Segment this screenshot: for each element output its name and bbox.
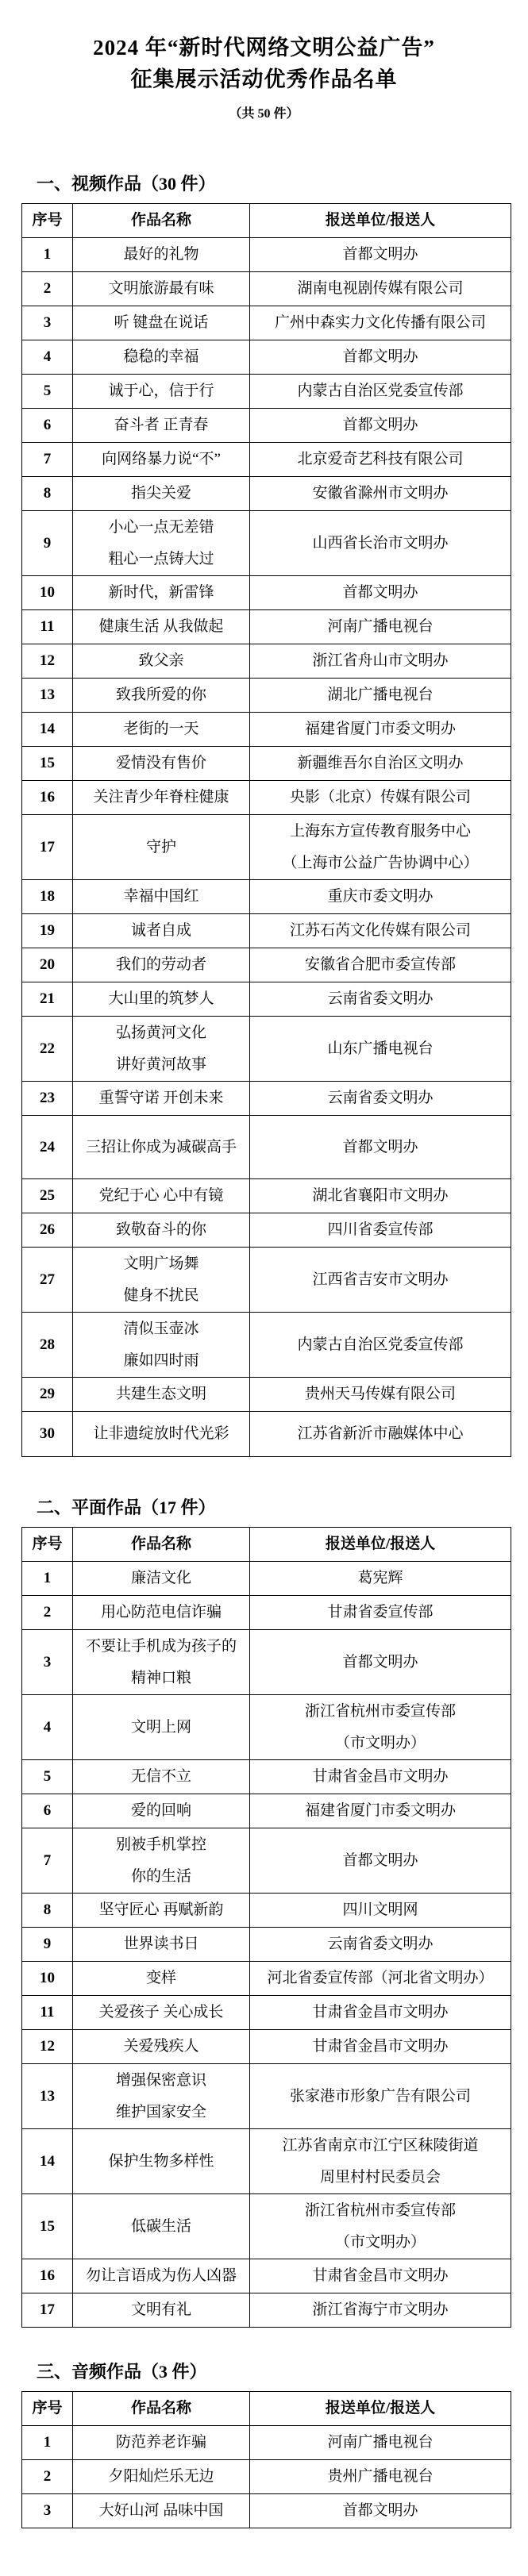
table-row: [22, 2129, 511, 2194]
cell-no: 30: [22, 1412, 73, 1457]
cell-no: 1: [22, 2426, 73, 2460]
cell-title: 奋斗者 正青春: [73, 409, 250, 443]
cell-no: 12: [22, 644, 73, 679]
cell-unit: 云南省委文明办: [250, 1928, 511, 1962]
cell-unit: 山西省长治市文明办: [250, 511, 511, 576]
cell-title: 清似玉壶冰 廉如四时雨: [73, 1313, 250, 1378]
cell-unit: 首都文明办: [250, 2494, 511, 2528]
videos-table: [21, 203, 511, 1457]
cell-unit: 首都文明办: [250, 576, 511, 610]
cell-no: 16: [22, 2259, 73, 2293]
table-row: [22, 1928, 511, 1962]
cell-no: 2: [22, 2460, 73, 2494]
cell-no: 27: [22, 1248, 73, 1313]
cell-title: 新时代，新雷锋: [73, 576, 250, 610]
cell-title: 关注青少年脊柱健康: [73, 781, 250, 815]
cell-title: 别被手机掌控 你的生活: [73, 1828, 250, 1894]
cell-no: 5: [22, 375, 73, 409]
cell-title: 听 键盘在说话: [73, 306, 250, 340]
cell-title: 大好山河 品味中国: [73, 2494, 250, 2528]
table-row: [22, 1962, 511, 1996]
cell-title: 致父亲: [73, 644, 250, 679]
cell-title: 无信不立: [73, 1760, 250, 1794]
cell-unit: 安徽省合肥市委宣传部: [250, 948, 511, 982]
cell-no: 23: [22, 1082, 73, 1116]
cell-no: 29: [22, 1378, 73, 1412]
cell-title: 最好的礼物: [73, 238, 250, 272]
cell-no: 8: [22, 477, 73, 511]
cell-unit: 贵州广播电视台: [250, 2460, 511, 2494]
cell-unit: 甘肃省金昌市文明办: [250, 2259, 511, 2293]
cell-no: 28: [22, 1313, 73, 1378]
table-row: [22, 2259, 511, 2293]
cell-unit: 四川省委宣传部: [250, 1213, 511, 1248]
cell-no: 15: [22, 747, 73, 781]
document-title-line2: 征集展示活动优秀作品名单: [130, 67, 398, 91]
column-header-no: 序号: [22, 2392, 73, 2426]
column-header-title: 作品名称: [73, 1528, 250, 1562]
cell-no: 25: [22, 1179, 73, 1213]
cell-unit: 首都文明办: [250, 1116, 511, 1179]
cell-no: 16: [22, 781, 73, 815]
column-header-no: 序号: [22, 204, 73, 238]
cell-title: 勿让言语成为伤人凶器: [73, 2259, 250, 2293]
cell-no: 4: [22, 340, 73, 375]
table-row: [22, 679, 511, 713]
cell-unit: 江苏省新沂市融媒体中心: [250, 1412, 511, 1457]
cell-no: 9: [22, 511, 73, 576]
graphics-table: [21, 1527, 511, 2328]
cell-unit: 河南广播电视台: [250, 2426, 511, 2460]
cell-title: 关爱孩子 关心成长: [73, 1996, 250, 2030]
cell-no: 19: [22, 914, 73, 948]
document-subtitle: （共 50 件）: [229, 107, 299, 121]
table-row: [22, 815, 511, 880]
table-row: [22, 1794, 511, 1828]
table-row: [22, 1313, 511, 1378]
cell-title: 让非遗绽放时代光彩: [73, 1412, 250, 1457]
cell-no: 10: [22, 1962, 73, 1996]
cell-title: 致敬奋斗的你: [73, 1213, 250, 1248]
table-row: [22, 306, 511, 340]
cell-no: 2: [22, 1596, 73, 1630]
cell-unit: 内蒙古自治区党委宣传部: [250, 375, 511, 409]
column-header-title: 作品名称: [73, 2392, 250, 2426]
table-row: [22, 2064, 511, 2129]
cell-unit: 重庆市委文明办: [250, 880, 511, 914]
cell-unit: 首都文明办: [250, 1828, 511, 1894]
table-row: [22, 238, 511, 272]
table-row: [22, 511, 511, 576]
cell-title: 廉洁文化: [73, 1562, 250, 1596]
table-row: [22, 1017, 511, 1082]
cell-title: 文明广场舞 健身不扰民: [73, 1248, 250, 1313]
cell-unit: 甘肃省金昌市文明办: [250, 2030, 511, 2064]
column-header-unit: 报送单位/报送人: [250, 204, 511, 238]
table-row: [22, 713, 511, 747]
cell-title: 坚守匠心 再赋新韵: [73, 1894, 250, 1928]
cell-unit: 江西省吉安市文明办: [250, 1248, 511, 1313]
cell-no: 13: [22, 679, 73, 713]
cell-unit: 江苏省南京市江宁区秣陵街道 周里村村民委员会: [250, 2129, 511, 2194]
cell-unit: 湖南电视剧传媒有限公司: [250, 272, 511, 306]
table-row: [22, 1894, 511, 1928]
table-row: [22, 2426, 511, 2460]
table-row: [22, 2293, 511, 2328]
table-row: [22, 443, 511, 477]
cell-title: 夕阳灿烂乐无边: [73, 2460, 250, 2494]
cell-unit: 央影（北京）传媒有限公司: [250, 781, 511, 815]
cell-unit: 张家港市形象广告有限公司: [250, 2064, 511, 2129]
table-row: [22, 1828, 511, 1894]
column-header-title: 作品名称: [73, 204, 250, 238]
section-heading-audio: 三、音频作品（3 件）: [37, 2362, 207, 2382]
cell-no: 13: [22, 2064, 73, 2129]
table-row: [22, 1248, 511, 1313]
table-row: [22, 1378, 511, 1412]
cell-title: 增强保密意识 维护国家安全: [73, 2064, 250, 2129]
cell-no: 11: [22, 610, 73, 644]
table-row: [22, 1630, 511, 1695]
cell-no: 18: [22, 880, 73, 914]
cell-no: 1: [22, 238, 73, 272]
cell-unit: 浙江省海宁市文明办: [250, 2293, 511, 2328]
table-row: [22, 982, 511, 1017]
cell-unit: 浙江省杭州市委宣传部 （市文明办）: [250, 2194, 511, 2259]
cell-unit: 甘肃省金昌市文明办: [250, 1760, 511, 1794]
cell-unit: 贵州天马传媒有限公司: [250, 1378, 511, 1412]
cell-no: 11: [22, 1996, 73, 2030]
cell-no: 17: [22, 2293, 73, 2328]
table-row: [22, 576, 511, 610]
cell-title: 重誓守诺 开创未来: [73, 1082, 250, 1116]
cell-unit: 葛宪辉: [250, 1562, 511, 1596]
cell-unit: 江苏石芮文化传媒有限公司: [250, 914, 511, 948]
table-row: [22, 2194, 511, 2259]
table-row: [22, 1082, 511, 1116]
cell-no: 17: [22, 815, 73, 880]
cell-unit: 四川文明网: [250, 1894, 511, 1928]
table-row: [22, 747, 511, 781]
cell-title: 大山里的筑梦人: [73, 982, 250, 1017]
cell-no: 22: [22, 1017, 73, 1082]
cell-no: 6: [22, 1794, 73, 1828]
table-row: [22, 1996, 511, 2030]
document-title-line1: 2024 年“新时代网络文明公益广告”: [93, 36, 435, 60]
cell-no: 14: [22, 2129, 73, 2194]
cell-no: 7: [22, 443, 73, 477]
table-row: [22, 2494, 511, 2528]
cell-title: 关爱残疾人: [73, 2030, 250, 2064]
cell-title: 诚者自成: [73, 914, 250, 948]
cell-unit: 安徽省滁州市文明办: [250, 477, 511, 511]
column-header-unit: 报送单位/报送人: [250, 2392, 511, 2426]
cell-unit: 云南省委文明办: [250, 1082, 511, 1116]
cell-unit: 首都文明办: [250, 1630, 511, 1695]
cell-unit: 内蒙古自治区党委宣传部: [250, 1313, 511, 1378]
table-row: [22, 2030, 511, 2064]
cell-no: 10: [22, 576, 73, 610]
table-row: [22, 477, 511, 511]
cell-title: 变样: [73, 1962, 250, 1996]
table-header-row: [22, 2392, 511, 2426]
cell-unit: 甘肃省金昌市文明办: [250, 1996, 511, 2030]
cell-title: 指尖关爱: [73, 477, 250, 511]
cell-no: 6: [22, 409, 73, 443]
cell-title: 三招让你成为减碳高手: [73, 1116, 250, 1179]
table-row: [22, 340, 511, 375]
table-row: [22, 1179, 511, 1213]
cell-no: 7: [22, 1828, 73, 1894]
cell-title: 防范养老诈骗: [73, 2426, 250, 2460]
cell-title: 健康生活 从我做起: [73, 610, 250, 644]
table-row: [22, 2460, 511, 2494]
column-header-no: 序号: [22, 1528, 73, 1562]
table-row: [22, 880, 511, 914]
table-row: [22, 1562, 511, 1596]
table-row: [22, 409, 511, 443]
cell-title: 诚于心，信于行: [73, 375, 250, 409]
cell-title: 向网络暴力说“不”: [73, 443, 250, 477]
table-row: [22, 1695, 511, 1760]
table-row: [22, 1596, 511, 1630]
cell-no: 26: [22, 1213, 73, 1248]
cell-no: 3: [22, 306, 73, 340]
table-header-row: [22, 1528, 511, 1562]
table-row: [22, 948, 511, 982]
cell-title: 爱的回响: [73, 1794, 250, 1828]
cell-no: 24: [22, 1116, 73, 1179]
cell-unit: 河南广播电视台: [250, 610, 511, 644]
cell-no: 9: [22, 1928, 73, 1962]
table-row: [22, 1760, 511, 1794]
cell-unit: 上海东方宣传教育服务中心 （上海市公益广告协调中心）: [250, 815, 511, 880]
cell-no: 1: [22, 1562, 73, 1596]
cell-unit: 山东广播电视台: [250, 1017, 511, 1082]
cell-unit: 福建省厦门市委文明办: [250, 1794, 511, 1828]
cell-title: 小心一点无差错 粗心一点铸大过: [73, 511, 250, 576]
cell-title: 文明旅游最有味: [73, 272, 250, 306]
cell-unit: 湖北省襄阳市文明办: [250, 1179, 511, 1213]
table-row: [22, 781, 511, 815]
table-row: [22, 610, 511, 644]
cell-title: 爱情没有售价: [73, 747, 250, 781]
cell-title: 保护生物多样性: [73, 2129, 250, 2194]
cell-title: 守护: [73, 815, 250, 880]
cell-title: 稳稳的幸福: [73, 340, 250, 375]
column-header-unit: 报送单位/报送人: [250, 1528, 511, 1562]
cell-title: 文明有礼: [73, 2293, 250, 2328]
table-row: [22, 1213, 511, 1248]
cell-unit: 北京爱奇艺科技有限公司: [250, 443, 511, 477]
cell-no: 3: [22, 2494, 73, 2528]
document-title: [0, 32, 528, 95]
table-row: [22, 375, 511, 409]
table-header-row: [22, 204, 511, 238]
cell-unit: 云南省委文明办: [250, 982, 511, 1017]
table-row: [22, 272, 511, 306]
cell-unit: 首都文明办: [250, 409, 511, 443]
cell-title: 用心防范电信诈骗: [73, 1596, 250, 1630]
section-heading-graphics: 二、平面作品（17 件）: [37, 1498, 216, 1517]
cell-title: 低碳生活: [73, 2194, 250, 2259]
cell-unit: 浙江省杭州市委宣传部 （市文明办）: [250, 1695, 511, 1760]
cell-no: 12: [22, 2030, 73, 2064]
cell-unit: 新疆维吾尔自治区文明办: [250, 747, 511, 781]
cell-no: 2: [22, 272, 73, 306]
cell-unit: 河北省委宣传部（河北省文明办）: [250, 1962, 511, 1996]
cell-unit: 福建省厦门市委文明办: [250, 713, 511, 747]
cell-no: 20: [22, 948, 73, 982]
table-row: [22, 1412, 511, 1457]
cell-title: 我们的劳动者: [73, 948, 250, 982]
cell-title: 致我所爱的你: [73, 679, 250, 713]
cell-title: 党纪于心 心中有镜: [73, 1179, 250, 1213]
table-row: [22, 1116, 511, 1179]
cell-unit: 浙江省舟山市文明办: [250, 644, 511, 679]
cell-no: 21: [22, 982, 73, 1017]
cell-no: 5: [22, 1760, 73, 1794]
cell-unit: 湖北广播电视台: [250, 679, 511, 713]
cell-no: 4: [22, 1695, 73, 1760]
cell-title: 文明上网: [73, 1695, 250, 1760]
table-row: [22, 914, 511, 948]
cell-title: 共建生态文明: [73, 1378, 250, 1412]
cell-unit: 广州中森实力文化传播有限公司: [250, 306, 511, 340]
cell-no: 3: [22, 1630, 73, 1695]
cell-unit: 首都文明办: [250, 238, 511, 272]
audio-table: [21, 2391, 511, 2528]
cell-title: 幸福中国红: [73, 880, 250, 914]
cell-title: 弘扬黄河文化 讲好黄河故事: [73, 1017, 250, 1082]
cell-no: 8: [22, 1894, 73, 1928]
cell-unit: 首都文明办: [250, 340, 511, 375]
cell-title: 世界读书日: [73, 1928, 250, 1962]
cell-no: 15: [22, 2194, 73, 2259]
section-heading-videos: 一、视频作品（30 件）: [37, 174, 216, 194]
cell-title: 不要让手机成为孩子的 精神口粮: [73, 1630, 250, 1695]
table-row: [22, 644, 511, 679]
cell-unit: 甘肃省委宣传部: [250, 1596, 511, 1630]
cell-no: 14: [22, 713, 73, 747]
cell-title: 老街的一天: [73, 713, 250, 747]
